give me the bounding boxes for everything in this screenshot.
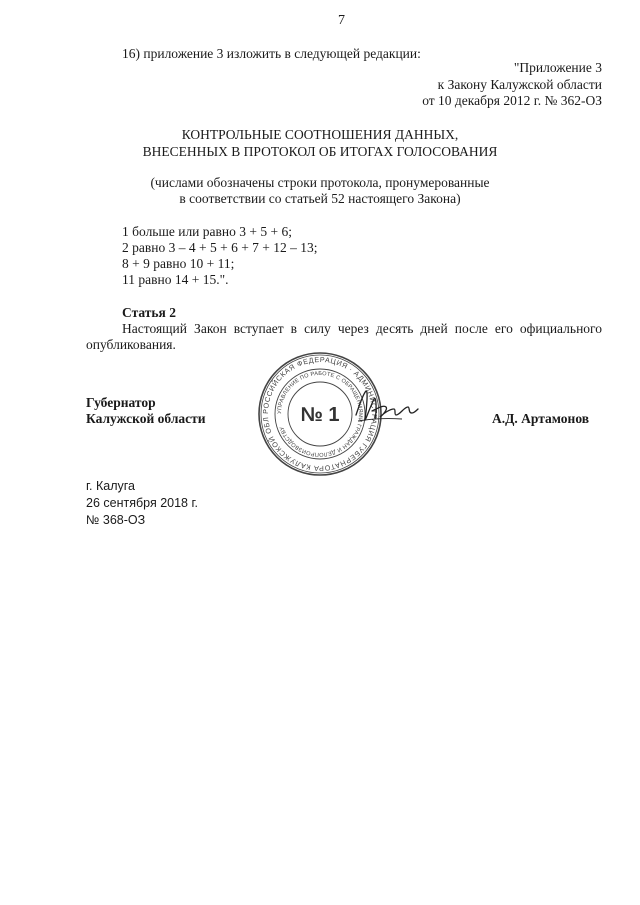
title-line: ВНЕСЕННЫХ В ПРОТОКОЛ ОБ ИТОГАХ ГОЛОСОВАНИЯ (142, 144, 498, 159)
note-line: в соответствии со статьей 52 настоящего Закона) (179, 191, 461, 206)
footer-law-number: № 368-ОЗ (86, 513, 146, 527)
signature-icon (350, 385, 420, 430)
appendix-header-line: к Закону Калужской области (437, 77, 602, 92)
title-line: КОНТРОЛЬНЫЕ СООТНОШЕНИЯ ДАННЫХ, (181, 127, 459, 142)
footer-date: 26 сентября 2018 г. (86, 496, 198, 510)
relation-item: 2 равно 3 – 4 + 5 + 6 + 7 + 12 – 13; (122, 240, 318, 255)
stamp-number: № 1 (300, 404, 340, 426)
appendix-header-line: "Приложение 3 (513, 60, 602, 75)
article-text: Настоящий Закон вступает в силу через десять дней после его официального опубликования. (86, 321, 602, 352)
stamp-outer-text: РОССИЙСКАЯ ФЕДЕРАЦИЯ · АДМИНИСТРАЦИЯ ГУБЕРНАТОРА КАЛУЖСКОЙ ОБЛ (260, 354, 380, 474)
footer-city: г. Калуга (86, 479, 135, 493)
signatory-position: Губернатор (86, 395, 156, 410)
amendment-item-16: 16) приложение 3 изложить в следующей редакции: (122, 46, 421, 61)
handwritten-signature (350, 385, 420, 430)
signatory-name: А.Д. Артамонов (492, 411, 590, 426)
article-heading: Статья 2 (122, 305, 176, 320)
note-line: (числами обозначены строки протокола, пронумерованные (150, 175, 490, 190)
relation-item: 11 равно 14 + 15.". (122, 272, 229, 287)
relation-item: 1 больше или равно 3 + 5 + 6; (122, 224, 292, 239)
stamp-inner-text: УПРАВЛЕНИЕ ПО РАБОТЕ С ОБРАЩЕНИЯМИ ГРАЖДАН И ДЕЛОПРОИЗВОДСТВУ (276, 370, 364, 458)
page-number: 7 (338, 13, 345, 28)
signatory-position: Калужской области (86, 411, 206, 426)
appendix-header-line: от 10 декабря 2012 г. № 362-ОЗ (422, 93, 602, 108)
relation-item: 8 + 9 равно 10 + 11; (122, 256, 235, 271)
